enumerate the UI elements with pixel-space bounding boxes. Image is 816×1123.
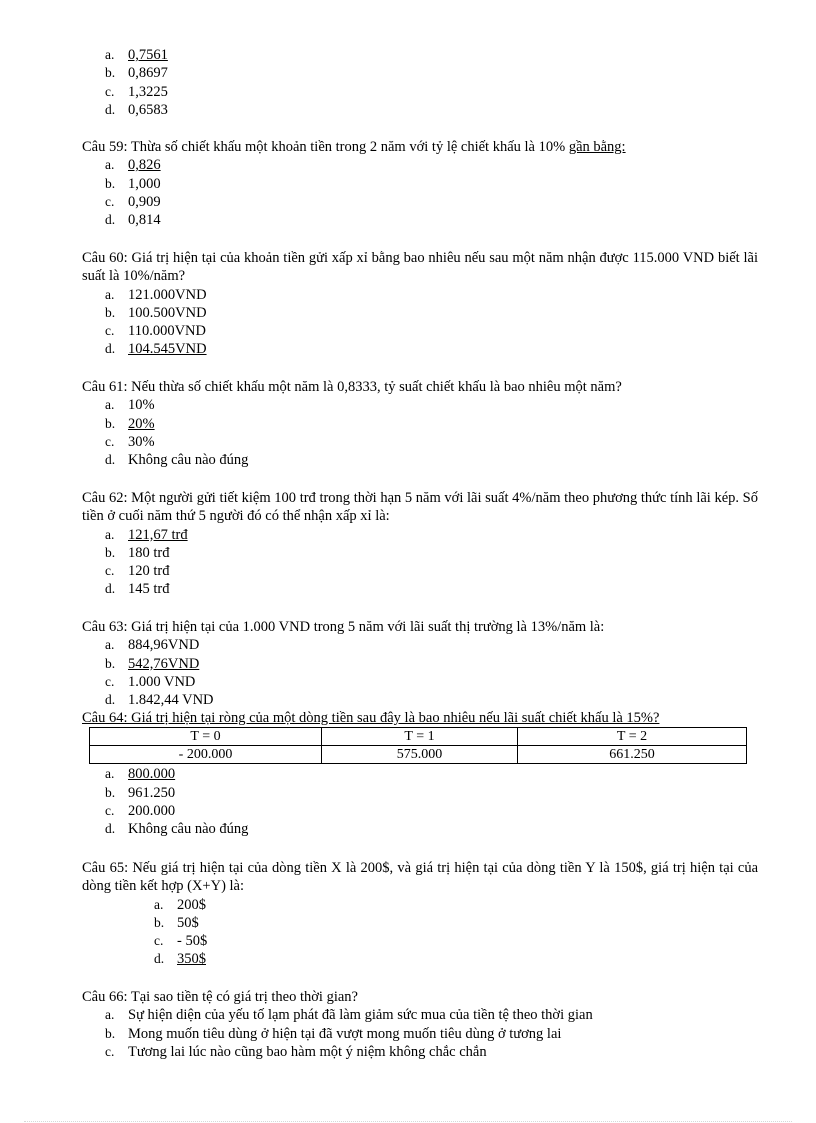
option-c: c. Tương lai lúc nào cũng bao hàm một ý niệm không chắc chắn	[105, 1043, 487, 1060]
option-a: a. 121.000VND	[105, 286, 207, 303]
option-a: a. 121,67 trđ	[105, 526, 188, 543]
question-59	[82, 138, 758, 229]
question-66	[82, 988, 758, 1061]
question-62	[82, 489, 758, 599]
option-c: c. - 50$	[154, 933, 208, 950]
options-list	[82, 636, 758, 709]
page-bottom-border	[24, 1121, 792, 1122]
option-d: d. Không câu nào đúng	[105, 821, 249, 838]
table-header-row	[90, 728, 747, 746]
table-cell: 575.000	[322, 746, 518, 764]
question-stem: Câu 66: Tại sao tiền tệ có giá trị theo thời gian?	[82, 989, 358, 1005]
option-b: b. 961.250	[105, 784, 176, 801]
option-a: a. 800.000	[82, 765, 758, 783]
option-c: c. 0,909	[105, 193, 161, 210]
option-d: d. 0,814	[105, 212, 161, 229]
table-header-cell: T = 1	[322, 728, 518, 746]
question-stem: Câu 62: Một người gửi tiết kiệm 100 trđ trong thời hạn 5 năm với lãi suất 4%/năm theo phương thức tính lãi kép. Số tiền ở cuối năm thứ 5 người đó có thể nhận xấp xỉ là:	[82, 490, 758, 525]
option-d: d. 1.842,44 VND	[105, 692, 214, 709]
question-65	[82, 859, 758, 969]
option-a: a. 10%	[105, 397, 155, 414]
options-list	[82, 46, 758, 119]
question-60	[82, 249, 758, 359]
question-64	[82, 709, 758, 838]
option-a: a. 0,7561	[82, 46, 758, 64]
option-b: b. 50$	[154, 914, 199, 931]
option-b: b. 1,000	[105, 175, 161, 192]
option-d: d. 0,6583	[105, 101, 168, 118]
options-list	[82, 526, 758, 599]
question-stem: Câu 61: Nếu thừa số chiết khấu một năm là 0,8333, tỷ suất chiết khấu là bao nhiêu một năm?	[82, 379, 622, 395]
options-list	[82, 896, 758, 969]
question-stem: Câu 59: Thừa số chiết khấu một khoản tiền trong 2 năm với tỷ lệ chiết khấu là 10% gần bằng:	[82, 139, 626, 155]
option-c: c. 120 trđ	[105, 563, 170, 580]
question-61	[82, 378, 758, 469]
question-58	[82, 46, 758, 119]
option-c: c. 1,3225	[105, 83, 168, 100]
question-stem: Câu 63: Giá trị hiện tại của 1.000 VND trong 5 năm với lãi suất thị trường là 13%/năm là:	[82, 619, 605, 635]
option-a: a. Sự hiện diện của yếu tố lạm phát đã làm giảm sức mua của tiền tệ theo thời gian	[105, 1007, 593, 1024]
options-list	[82, 1006, 758, 1061]
options-list	[82, 396, 758, 469]
option-b: b. Mong muốn tiêu dùng ở hiện tại đã vượt mong muốn tiêu dùng ở tương lai	[105, 1025, 562, 1042]
table-header-cell: T = 2	[518, 728, 747, 746]
option-b: b. 100.500VND	[105, 304, 207, 321]
option-d: d. 104.545VND	[82, 340, 758, 358]
options-list	[82, 765, 758, 838]
correct-answer: 0,826	[128, 157, 161, 174]
option-b: b. 0,8697	[105, 65, 168, 82]
correct-answer: 20%	[128, 415, 155, 432]
correct-answer: 542,76VND	[128, 655, 200, 672]
question-stem: Câu 60: Giá trị hiện tại của khoản tiền gửi xấp xỉ bằng bao nhiêu nếu sau một năm nhận được 115.000 VND biết lãi suất là 10%/năm?	[82, 250, 758, 285]
question-stem: Câu 64: Giá trị hiện tại ròng của một dòng tiền sau đây là bao nhiêu nếu lãi suất chiết khấu là 15%?	[82, 710, 660, 726]
options-list	[82, 286, 758, 359]
correct-answer: 350$	[177, 951, 206, 968]
correct-answer: 0,7561	[128, 47, 168, 63]
question-63	[82, 618, 758, 709]
option-b: b. 542,76VND	[105, 655, 200, 672]
question-stem: Câu 65: Nếu giá trị hiện tại của dòng tiền X là 200$, và giá trị hiện tại của dòng tiền Y là 150$, giá trị hiện tại của dòng tiền kết hợp (X+Y) là:	[82, 860, 758, 895]
option-c: c. 30%	[105, 433, 155, 450]
correct-answer: 800.000	[128, 766, 176, 783]
option-c: c. 200.000	[105, 802, 176, 819]
option-d: d. 145 trđ	[105, 581, 170, 598]
options-list	[82, 156, 758, 229]
correct-answer: 104.545VND	[128, 341, 207, 358]
option-b: b. 20%	[105, 415, 155, 432]
table-cell: - 200.000	[90, 746, 322, 764]
table-header-cell: T = 0	[90, 728, 322, 746]
option-a: a. 884,96VND	[105, 637, 200, 654]
option-c: c. 1.000 VND	[105, 673, 196, 690]
correct-answer: 121,67 trđ	[128, 526, 188, 543]
cash-flow-table	[89, 727, 747, 764]
table-cell: 661.250	[518, 746, 747, 764]
option-d: d. 350$	[154, 951, 206, 968]
option-b: b. 180 trđ	[105, 544, 170, 561]
option-c: c. 110.000VND	[105, 323, 207, 340]
option-a: a. 0,826	[105, 157, 161, 174]
option-d: d. Không câu nào đúng	[105, 452, 249, 469]
option-a: a. 200$	[154, 896, 206, 913]
table-row	[90, 746, 747, 764]
